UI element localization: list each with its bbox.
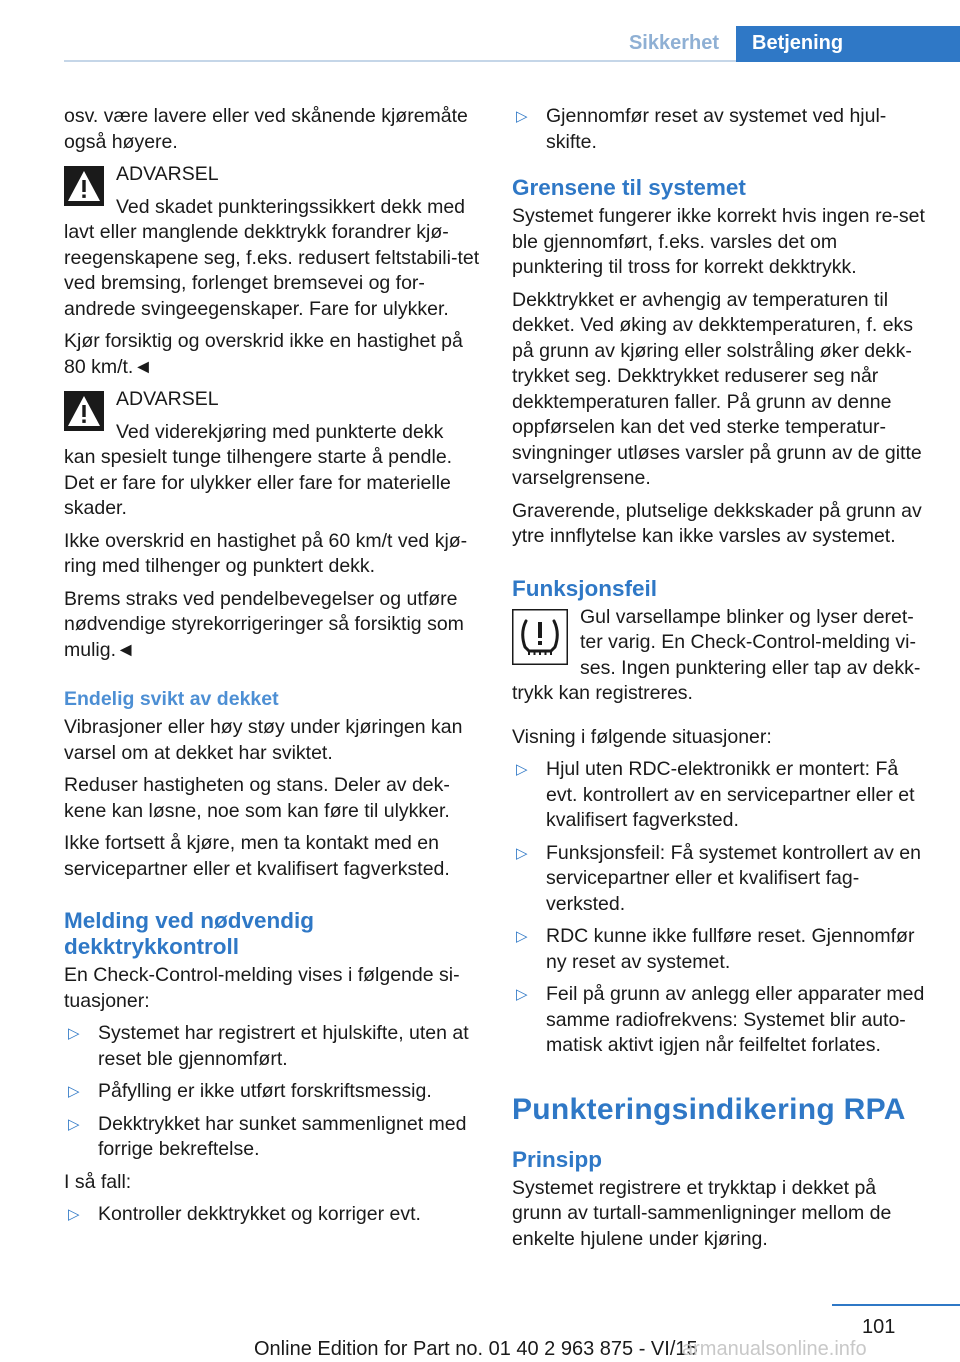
triangle-bullet-icon: ▷ bbox=[68, 1115, 80, 1133]
continued-paragraph: osv. være lavere eller ved skånende kjøremåte også høyere. bbox=[64, 105, 468, 153]
triangle-bullet-icon: ▷ bbox=[516, 761, 528, 778]
paragraph: Systemet registrere et trykktap i dekket på grunn av turtall-sammenligninger mellom de enkelte hjulene under kjøring. bbox=[512, 1176, 892, 1250]
paragraph: Ikke fortsett å kjøre, men ta kontakt med en servicepartner eller et kvalifisert fagverksted. bbox=[64, 832, 450, 880]
tire-pressure-warning-icon bbox=[512, 609, 568, 665]
section-heading-system-limits: Grensene til systemet bbox=[512, 175, 746, 200]
paragraph: En Check-Control-melding vises i følgende si-tuasjoner: bbox=[64, 964, 460, 1012]
page-number: 101 bbox=[862, 1316, 896, 1338]
list-item-text: Hjul uten RDC-elektronikk er montert: Få evt. kontrollert av en servicepartner eller et kvalifisert fagverksted. bbox=[546, 758, 915, 831]
paragraph: Systemet fungerer ikke korrekt hvis ingen re-set ble gjennomført, f.eks. varsles det om punktering til tross for korrekt dekktrykk. bbox=[512, 205, 925, 278]
triangle-bullet-icon: ▷ bbox=[68, 1025, 80, 1042]
list-item-text: Feil på grunn av anlegg eller apparater med samme radiofrekvens: Systemet blir auto-matisk aktivt igjen når feilfeltet forlates. bbox=[546, 983, 925, 1056]
list-item bbox=[512, 924, 930, 975]
section-heading-pressure-message: Melding ved nødvendig dekktrykkontroll bbox=[64, 908, 315, 959]
warning-text: Ved skadet punkteringssikkert dekk med lavt eller manglende dekktrykk forandrer kjø-reegenskapene seg, f.eks. redusert feltstabili-tet ved bremsing, forlenget bremsevei og for-andrede svingeegenskaper. Fare for ulykker. bbox=[64, 195, 480, 320]
bullet-list bbox=[64, 1021, 480, 1163]
list-item-text: Gjennomfør reset av systemet ved hjul-skifte. bbox=[546, 105, 887, 153]
list-item-text: Funksjonsfeil: Få systemet kontrollert av en servicepartner eller et kvalifisert fag-verksted. bbox=[546, 841, 921, 915]
paragraph: Graverende, plutselige dekkskader på grunn av ytre innflytelse kan ikke varsles av systemet. bbox=[512, 499, 922, 547]
left-column bbox=[64, 104, 480, 1235]
list-item bbox=[64, 1079, 480, 1105]
list-item bbox=[64, 1202, 480, 1228]
triangle-bullet-icon: ▷ bbox=[516, 928, 528, 945]
warning-text: Kjør forsiktig og overskrid ikke en hastighet på 80 km/t.◄ bbox=[64, 330, 463, 378]
bullet-list bbox=[512, 104, 930, 155]
list-item bbox=[64, 1021, 480, 1072]
tab-sikkerhet[interactable]: Sikkerhet bbox=[628, 32, 720, 54]
triangle-bullet-icon: ▷ bbox=[516, 986, 528, 1003]
warning-triangle-icon bbox=[64, 391, 104, 431]
footer-rule bbox=[832, 1304, 960, 1306]
bullet-list bbox=[64, 1202, 480, 1228]
paragraph: Gul varsellampe blinker og lyser deret-ter varig. En Check-Control-melding vi-ses. Ingen punktering eller tap av dekk-trykk kan registreres. bbox=[512, 605, 921, 704]
triangle-bullet-icon: ▷ bbox=[68, 1206, 80, 1223]
list-item bbox=[64, 1112, 480, 1163]
warning-triangle-icon bbox=[64, 166, 104, 206]
paragraph: Dekktrykket er avhengig av temperaturen til dekket. Ved øking av dekktemperaturen, f. eks på grunn av kjøring eller solstråling øker dekk-trykket seg. Dekktrykket reduserer seg når dekktemperaturen faller. På grunn av denne oppførselen kan det ved sterke temperatur-svingninger utløses varsler på grunn av de gitte varselgrensene. bbox=[512, 288, 922, 489]
list-item-text: Kontroller dekktrykket og korriger evt. bbox=[98, 1203, 421, 1225]
warning-title: ADVARSEL bbox=[116, 388, 219, 410]
watermark: armanualsonline.info bbox=[682, 1338, 867, 1360]
warning-block bbox=[64, 162, 480, 380]
paragraph: Visning i følgende situasjoner: bbox=[512, 725, 772, 748]
list-item-text: Dekktrykket har sunket sammenlignet med forrige bekreftelse. bbox=[98, 1112, 467, 1160]
triangle-bullet-icon: ▷ bbox=[68, 1083, 80, 1100]
paragraph: I så fall: bbox=[64, 1170, 132, 1193]
warning-text: Ikke overskrid en hastighet på 60 km/t ved kjø-ring med tilhenger og punktert dekk. bbox=[64, 529, 468, 577]
paragraph: Vibrasjoner eller høy støy under kjøringen kan varsel om at dekket har sviktet. bbox=[64, 716, 463, 764]
warning-text: Brems straks ved pendelbevegelser og utføre nødvendige styrekorrigeringer så forsiktig som mulig.◄ bbox=[64, 587, 464, 661]
list-item-text: Systemet har registrert et hjulskifte, uten at reset ble gjennomført. bbox=[98, 1022, 469, 1070]
edition-footer: Online Edition for Part no. 01 40 2 963 875 - VI/15 bbox=[254, 1338, 698, 1360]
list-item-text: RDC kunne ikke fullføre reset. Gjennomfør ny reset av systemet. bbox=[546, 925, 915, 973]
section-heading-tire-failure: Endelig svikt av dekket bbox=[64, 688, 279, 710]
bullet-list bbox=[512, 757, 930, 1059]
list-item bbox=[512, 757, 930, 834]
paragraph: Reduser hastigheten og stans. Deler av dek-kene kan løsne, noe som kan føre til ulykker. bbox=[64, 774, 450, 822]
right-column bbox=[512, 104, 930, 1259]
malfunction-block bbox=[512, 605, 930, 707]
list-item bbox=[512, 841, 930, 918]
list-item-text: Påfylling er ikke utført forskriftsmessig. bbox=[98, 1080, 432, 1102]
section-heading-malfunction: Funksjonsfeil bbox=[512, 575, 658, 601]
triangle-bullet-icon: ▷ bbox=[516, 844, 528, 862]
chapter-heading-rpa: Punkteringsindikering RPA bbox=[512, 1092, 906, 1126]
warning-block bbox=[64, 387, 480, 663]
section-heading-principle: Prinsipp bbox=[512, 1146, 603, 1172]
list-item bbox=[512, 104, 930, 155]
triangle-bullet-icon: ▷ bbox=[516, 108, 528, 125]
warning-text: Ved viderekjøring med punkterte dekk kan spesielt tunge tilhengere starte å pendle. Det er fare for ulykker eller fare for materielle skader. bbox=[64, 420, 453, 519]
tab-betjening[interactable]: Betjening bbox=[736, 26, 960, 62]
list-item bbox=[512, 982, 930, 1059]
warning-title: ADVARSEL bbox=[116, 163, 219, 185]
